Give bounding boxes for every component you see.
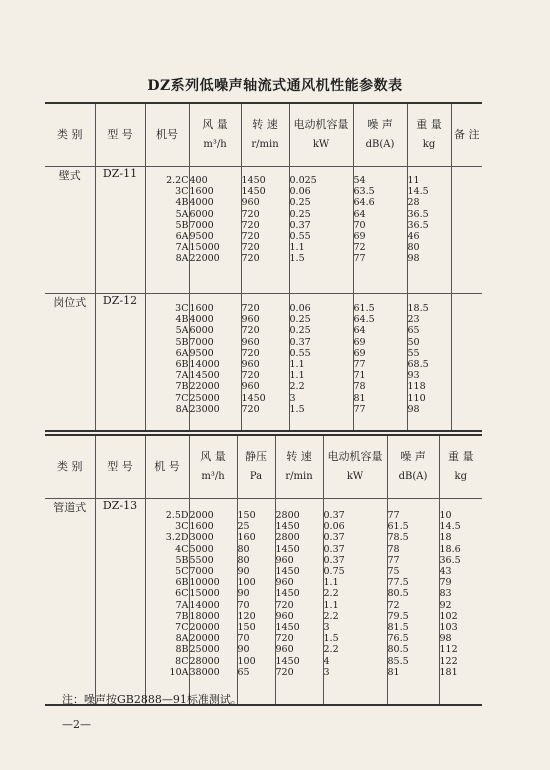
cell-value: 36.5 [407,219,429,231]
cell-value: 960 [241,359,260,371]
cell-value: 98 [407,253,420,265]
cell-value: 7000 [189,219,214,231]
cell-value: 720 [275,633,294,645]
cell-value: 83 [439,588,452,600]
cell-value: 3 [323,666,330,678]
noise-cell [387,499,439,706]
noise-cell [353,167,407,294]
cell-value: 960 [241,336,260,348]
cell-value: 9500 [189,347,214,359]
performance-table-2 [45,434,482,706]
footnote: 注：噪声按GB2888—91标准测试。 [62,693,242,706]
cell-value: 80 [237,543,250,555]
cell-value: 3C [175,186,189,198]
cell-value: 5000 [189,543,214,555]
cell-value: 28 [407,197,420,209]
cell-value: 4000 [189,314,214,326]
cell-value: 77.5 [387,577,409,589]
cell-value: 960 [275,577,294,589]
cell-value: 23 [407,314,420,326]
cell-value: 80.5 [387,644,409,656]
cell-value: 68.5 [407,359,429,371]
cell-value: 6C [175,588,189,600]
cell-value: 110 [407,392,426,404]
cell-value: 3C [175,303,189,314]
cell-value: 150 [237,622,256,634]
cell-value: 1450 [275,543,300,555]
page-number: —2— [62,718,91,731]
cell-value: 0.025 [289,175,317,186]
cell-value: 0.25 [289,314,311,326]
cell-value: 85.5 [387,655,409,667]
header-model: 型 号 [95,435,145,499]
cell-value: 8A [175,633,189,645]
cell-value: 64.6 [353,197,375,209]
model-cell: DZ-11 [95,167,145,294]
cell-value: 28000 [189,655,220,667]
speed-cell [241,294,289,432]
cell-value: 1.1 [289,242,305,254]
cell-value: 1450 [275,521,300,533]
cell-value: 720 [241,370,260,382]
cell-value: 46 [407,231,420,243]
cell-value: 2.5D [165,510,189,521]
cell-value: 80 [237,554,250,566]
cell-value: 77 [387,510,400,521]
cell-value: 8A [175,253,189,265]
cell-value: 960 [241,314,260,326]
cell-value: 79 [439,577,452,589]
cell-value: 1.1 [323,577,339,589]
cell-value: 77 [353,403,366,415]
performance-table-1 [45,102,482,432]
airflow-cell [189,167,241,294]
cell-value: 3 [323,622,330,634]
cell-value: 71 [353,370,366,382]
cell-value: 90 [237,588,250,600]
cell-value: 4B [175,314,189,326]
cell-value: 100 [237,577,256,589]
header-airflow: 风 量 m³/h [189,435,237,499]
cell-value: 70 [353,219,366,231]
remarks-cell [451,294,482,432]
cell-value: 0.37 [323,543,345,555]
cell-value: 14.5 [407,186,429,198]
cell-value: 77 [353,253,366,265]
cell-value: 63.5 [353,186,375,198]
cell-value: 22000 [189,253,220,265]
cell-value: 92 [439,599,452,611]
cell-value: 65 [407,325,420,337]
cell-value: 1450 [275,622,300,634]
cell-value: 0.25 [289,208,311,220]
cell-value: 2.2 [323,644,339,656]
cell-value: 4000 [189,197,214,209]
cell-value: 55 [407,347,420,359]
cell-value: 5B [175,219,189,231]
cell-value: 25000 [189,644,220,656]
category-cell: 管道式 [53,501,87,514]
cell-value: 720 [241,253,260,265]
cell-value: 2.2 [289,381,305,393]
cell-value: 0.75 [323,566,345,578]
header-motor: 电动机容量 kW [289,103,353,167]
weight-cell [407,167,451,294]
machine-cell [145,294,189,432]
cell-value: 0.25 [289,197,311,209]
cell-value: 14000 [189,359,220,371]
cell-value: 61.5 [353,303,375,314]
cell-value: 0.37 [323,554,345,566]
cell-value: 69 [353,336,366,348]
cell-value: 2.2 [323,588,339,600]
cell-value: 960 [241,381,260,393]
cell-value: 118 [407,381,426,393]
cell-value: 1.5 [323,633,339,645]
cell-value: 2000 [189,510,214,521]
cell-value: 5B [175,336,189,348]
pressure-cell [237,499,275,706]
cell-value: 15000 [189,588,220,600]
cell-value: 10 [439,510,452,521]
cell-value: 18.5 [407,303,429,314]
cell-value: 0.25 [289,325,311,337]
cell-value: 43 [439,566,452,578]
cell-value: 25 [237,521,250,533]
cell-value: 77 [387,554,400,566]
cell-value: 72 [353,242,366,254]
cell-value: 54 [353,175,366,186]
cell-value: 120 [237,610,256,622]
cell-value: 5500 [189,554,214,566]
cell-value: 1450 [241,186,266,198]
cell-value: 22000 [189,381,220,393]
cell-value: 0.06 [289,303,311,314]
cell-value: 6A [175,347,189,359]
cell-value: 0.37 [323,510,345,521]
category-cell: 壁式 [45,167,95,294]
cell-value: 8A [175,403,189,415]
cell-value: 64 [353,325,366,337]
table-row [45,167,482,294]
table-row [45,499,482,706]
header-model: 型 号 [95,103,145,167]
cell-value: 0.55 [289,231,311,243]
cell-value: 720 [241,347,260,359]
cell-value: 90 [237,644,250,656]
cell-value: 181 [439,666,458,678]
cell-value: 160 [237,532,256,544]
cell-value: 77 [353,359,366,371]
weight-cell [439,499,482,706]
header-category: 类 别 [45,103,95,167]
airflow-cell [189,499,237,706]
cell-value: 18 [439,532,452,544]
cell-value: 38000 [189,666,220,678]
cell-value: 78.5 [387,532,409,544]
cell-value: 7A [175,242,189,254]
cell-value: 6000 [189,325,214,337]
header-remarks: 备 注 [451,103,482,167]
cell-value: 1450 [241,175,266,186]
cell-value: 23000 [189,403,220,415]
cell-value: 7B [175,381,189,393]
cell-value: 1450 [241,392,266,404]
cell-value: 0.06 [323,521,345,533]
cell-value: 14500 [189,370,220,382]
table-header-row [45,435,482,499]
cell-value: 6000 [189,208,214,220]
cell-value: 78 [387,543,400,555]
cell-value: 0.37 [289,336,311,348]
cell-value: 8B [175,644,189,656]
cell-value: 7A [175,370,189,382]
cell-value: 7B [175,610,189,622]
cell-value: 720 [241,325,260,337]
cell-value: 64 [353,208,366,220]
cell-value: 72 [387,599,400,611]
cell-value: 4B [175,197,189,209]
cell-value: 2800 [275,532,300,544]
cell-value: 78 [353,381,366,393]
remarks-cell [451,167,482,294]
cell-value: 14000 [189,599,220,611]
category-cell: 岗位式 [53,296,87,309]
cell-value: 36.5 [439,554,461,566]
cell-value: 3000 [189,532,214,544]
cell-value: 0.55 [289,347,311,359]
cell-value: 69 [353,347,366,359]
cell-value: 1600 [189,303,214,314]
cell-value: 70 [237,633,250,645]
cell-value: 3C [175,521,189,533]
cell-value: 14.5 [439,521,461,533]
cell-value: 75 [387,566,400,578]
cell-value: 2.2 [323,610,339,622]
cell-value: 0.06 [289,186,311,198]
cell-value: 90 [237,566,250,578]
cell-value: 720 [275,666,294,678]
motor-cell [323,499,387,706]
cell-value: 20000 [189,633,220,645]
cell-value: 102 [439,610,458,622]
machine-cell [145,167,189,294]
table-row [45,294,482,432]
cell-value: 103 [439,622,458,634]
cell-value: 5A [175,325,189,337]
header-weight: 重 量 kg [439,435,482,499]
header-weight: 重 量 kg [407,103,451,167]
cell-value: 1600 [189,186,214,198]
header-machine: 机号 [145,103,189,167]
cell-value: 1.5 [289,403,305,415]
cell-value: 11 [407,175,420,186]
cell-value: 9500 [189,231,214,243]
cell-value: 8C [175,655,189,667]
cell-value: 1450 [275,588,300,600]
cell-value: 69 [353,231,366,243]
cell-value: 720 [241,403,260,415]
cell-value: 2800 [275,510,300,521]
cell-value: 76.5 [387,633,409,645]
cell-value: 3 [289,392,296,404]
machine-cell [145,499,189,706]
model-cell: DZ-12 [95,294,145,432]
header-category: 类 别 [45,435,95,499]
cell-value: 0.37 [323,532,345,544]
cell-value: 100 [237,655,256,667]
header-machine: 机 号 [145,435,189,499]
header-speed: 转 速 r/min [275,435,323,499]
cell-value: 720 [275,599,294,611]
cell-value: 79.5 [387,610,409,622]
cell-value: 5A [175,208,189,220]
cell-value: 1450 [275,566,300,578]
model-cell: DZ-13 [95,499,145,706]
cell-value: 6A [175,231,189,243]
cell-value: 960 [275,554,294,566]
cell-value: 80 [407,242,420,254]
cell-value: 61.5 [387,521,409,533]
cell-value: 81 [387,666,400,678]
cell-value: 720 [241,303,260,314]
cell-value: 36.5 [407,208,429,220]
cell-value: 1.1 [289,359,305,371]
motor-cell [289,294,353,432]
cell-value: 7C [175,392,189,404]
cell-value: 3.2D [165,532,189,544]
cell-value: 0.37 [289,219,311,231]
cell-value: 6B [175,359,189,371]
cell-value: 65 [237,666,250,678]
cell-value: 7C [175,622,189,634]
speed-cell [241,167,289,294]
cell-value: 98 [407,403,420,415]
cell-value: 5C [175,566,189,578]
noise-cell [353,294,407,432]
table-header-row [45,103,482,167]
cell-value: 93 [407,370,420,382]
cell-value: 81 [353,392,366,404]
cell-value: 18.6 [439,543,461,555]
cell-value: 720 [241,208,260,220]
cell-value: 18000 [189,610,220,622]
header-noise: 噪 声 dB(A) [353,103,407,167]
cell-value: 960 [275,644,294,656]
cell-value: 15000 [189,242,220,254]
cell-value: 112 [439,644,458,656]
cell-value: 150 [237,510,256,521]
cell-value: 1.5 [289,253,305,265]
header-airflow: 风 量 m³/h [189,103,241,167]
cell-value: 64.5 [353,314,375,326]
cell-value: 960 [241,197,260,209]
cell-value: 4C [175,543,189,555]
cell-value: 1600 [189,521,214,533]
cell-value: 960 [275,610,294,622]
cell-value: 10A [169,666,189,678]
cell-value: 720 [241,231,260,243]
cell-value: 4 [323,655,330,667]
cell-value: 25000 [189,392,220,404]
cell-value: 7000 [189,566,214,578]
motor-cell [289,167,353,294]
cell-value: 20000 [189,622,220,634]
cell-value: 720 [241,219,260,231]
cell-value: 7A [175,599,189,611]
cell-value: 5B [175,554,189,566]
weight-cell [407,294,451,432]
cell-value: 2.2C [166,175,189,186]
header-motor: 电动机容量 kW [323,435,387,499]
page-title: DZ系列低噪声轴流式通风机性能参数表 [147,78,403,94]
cell-value: 720 [241,242,260,254]
cell-value: 70 [237,599,250,611]
cell-value: 1450 [275,655,300,667]
cell-value: 50 [407,336,420,348]
speed-cell [275,499,323,706]
header-noise: 噪 声 dB(A) [387,435,439,499]
cell-value: 10000 [189,577,220,589]
header-pressure: 静压 Pa [237,435,275,499]
header-speed: 转 速 r/min [241,103,289,167]
cell-value: 7000 [189,336,214,348]
cell-value: 400 [189,175,208,186]
airflow-cell [189,294,241,432]
cell-value: 1.1 [289,370,305,382]
cell-value: 122 [439,655,458,667]
cell-value: 98 [439,633,452,645]
cell-value: 6B [175,577,189,589]
cell-value: 1.1 [323,599,339,611]
cell-value: 81.5 [387,622,409,634]
cell-value: 80.5 [387,588,409,600]
